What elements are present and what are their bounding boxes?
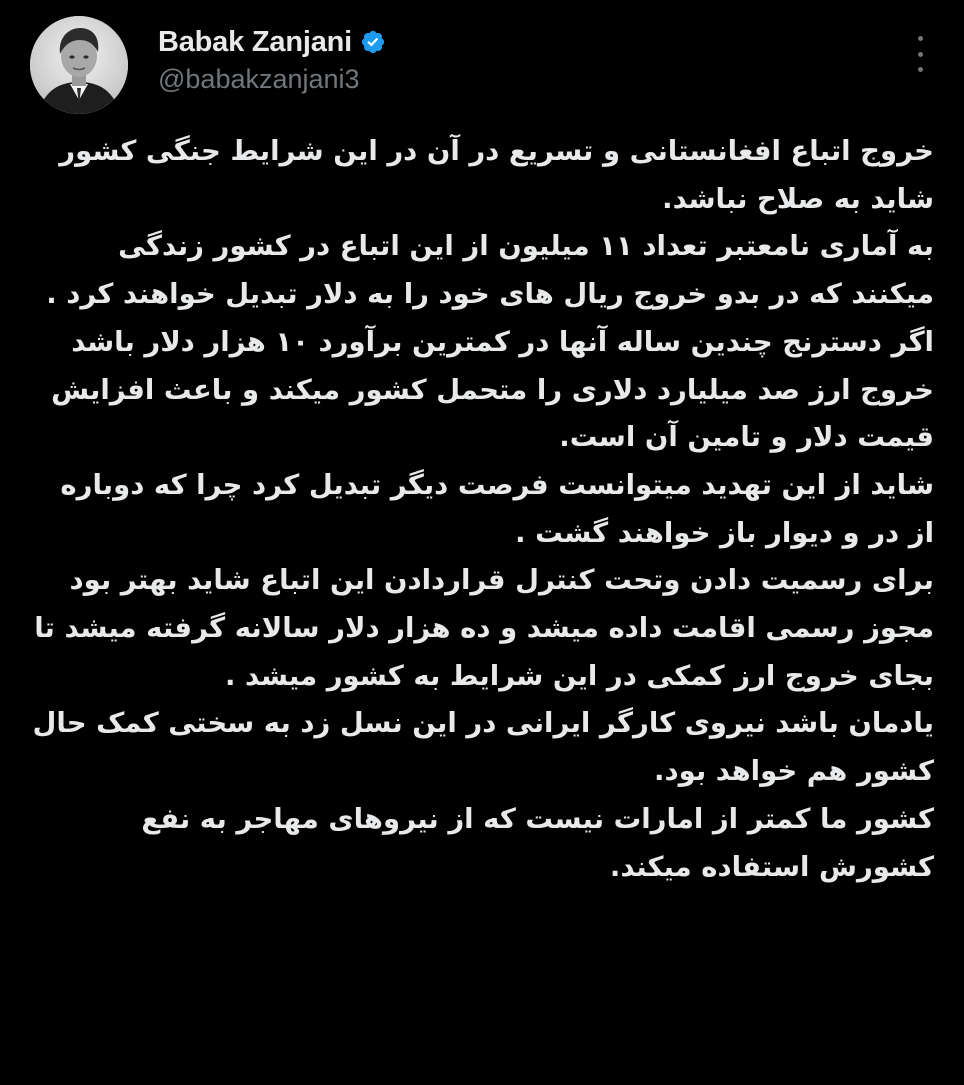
tweet-paragraph: شاید از این تهدید میتوانست فرصت دیگر تبدیل کرد چرا که دوباره از در و دیوار باز خواهند گشت . [60,468,934,549]
author-display-name[interactable]: Babak Zanjani [158,25,353,58]
more-dot [918,67,923,72]
tweet-paragraph: اگر دسترنج چندین ساله آنها در کمترین برآورد ۱۰ هزار دلار باشد خروج ارز صد میلیارد دلاری را متحمل کشور میکند و باعث افزایش قیمت دلار و تامین آن است. [51,325,934,454]
tweet-paragraph: به آماری نامعتبر تعداد ۱۱ میلیون از این اتباع در کشور زندگی میکنند که در بدو خروج ریال های خود را به دلار تبدیل خواهند کرد . [46,230,934,311]
tweet-paragraph: برای رسمیت دادن وتحت کنترل قراردادن این اتباع شاید بهتر بود مجوز رسمی اقامت داده میشد و ده هزار دلار سالانه گرفته میشد تا بجای خروج ارز کمکی در این شرایط به کشور میشد . [34,564,934,692]
more-dot [918,52,923,57]
verified-badge-icon [360,29,386,55]
tweet-paragraph: خروج اتباع افغانستانی و تسریع در آن در این شرایط جنگی کشور شاید به صلاح نباشد. [59,135,934,215]
tweet-header [0,0,964,130]
tweet-paragraph: یادمان باشد نیروی کارگر ایرانی در این نسل زد به سختی کمک حال کشور هم خواهد بود. [32,707,934,788]
tweet-text [28,128,934,891]
author-handle[interactable]: @babakzanjani3 [158,64,360,94]
author-name-row [158,22,386,62]
profile-photo-icon[interactable] [30,16,128,114]
more-dot [918,36,923,41]
tweet-paragraph: کشور ما کمتر از امارات نیست که از نیروهای مهاجر به نفع کشورش استفاده میکند. [141,802,934,883]
more-options-icon[interactable] [910,36,930,72]
